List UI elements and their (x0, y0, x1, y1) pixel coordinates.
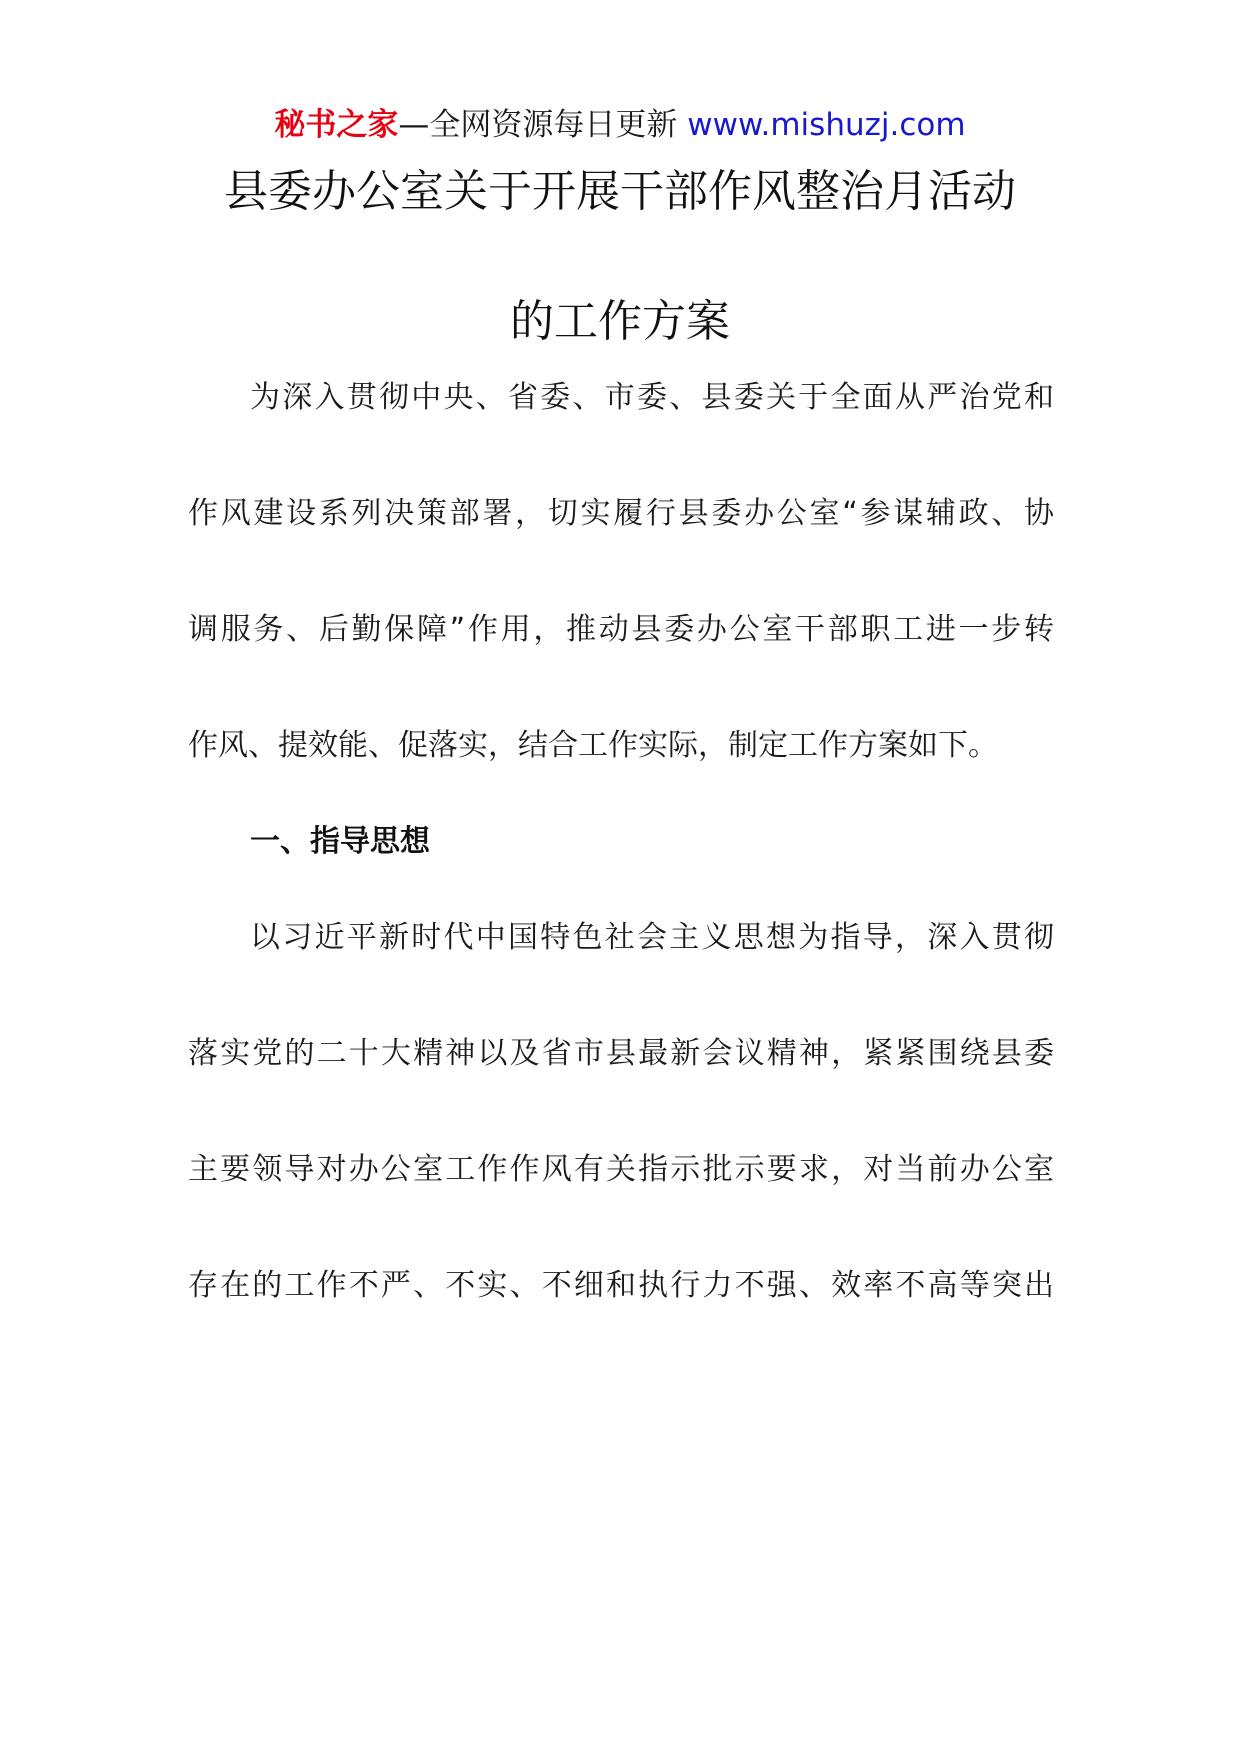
site-header (0, 100, 1240, 150)
section-1-line-3: 主要领导对办公室工作作风有关指示批示要求，对当前办公室 (188, 1152, 1054, 1187)
brand-name: 秘书之家 (274, 107, 399, 143)
section-1-line-2: 落实党的二十大精神以及省市县最新会议精神，紧紧围绕县委 (188, 1036, 1054, 1071)
site-url-link[interactable]: www.mishuzj.com (687, 107, 966, 143)
paragraph-1-line-2: 作风建设系列决策部署，切实履行县委办公室“参谋辅政、协 (188, 496, 1054, 531)
paragraph-1-line-4: 作风、提效能、促落实，结合工作实际，制定工作方案如下。 (188, 728, 998, 763)
section-1-line-1: 以习近平新时代中国特色社会主义思想为指导，深入贯彻 (250, 920, 1054, 955)
document-title-line-1: 县委办公室关于开展干部作风整治月活动 (224, 166, 1016, 217)
header-slogan: —全网资源每日更新 (398, 107, 688, 143)
section-1-heading: 一、指导思想 (250, 824, 430, 859)
paragraph-1-line-3: 调服务、后勤保障”作用，推动县委办公室干部职工进一步转 (188, 612, 1054, 647)
document-title-line-2: 的工作方案 (510, 296, 730, 347)
paragraph-1-line-1: 为深入贯彻中央、省委、市委、县委关于全面从严治党和 (250, 380, 1054, 415)
section-1-line-4: 存在的工作不严、不实、不细和执行力不强、效率不高等突出 (188, 1268, 1054, 1303)
